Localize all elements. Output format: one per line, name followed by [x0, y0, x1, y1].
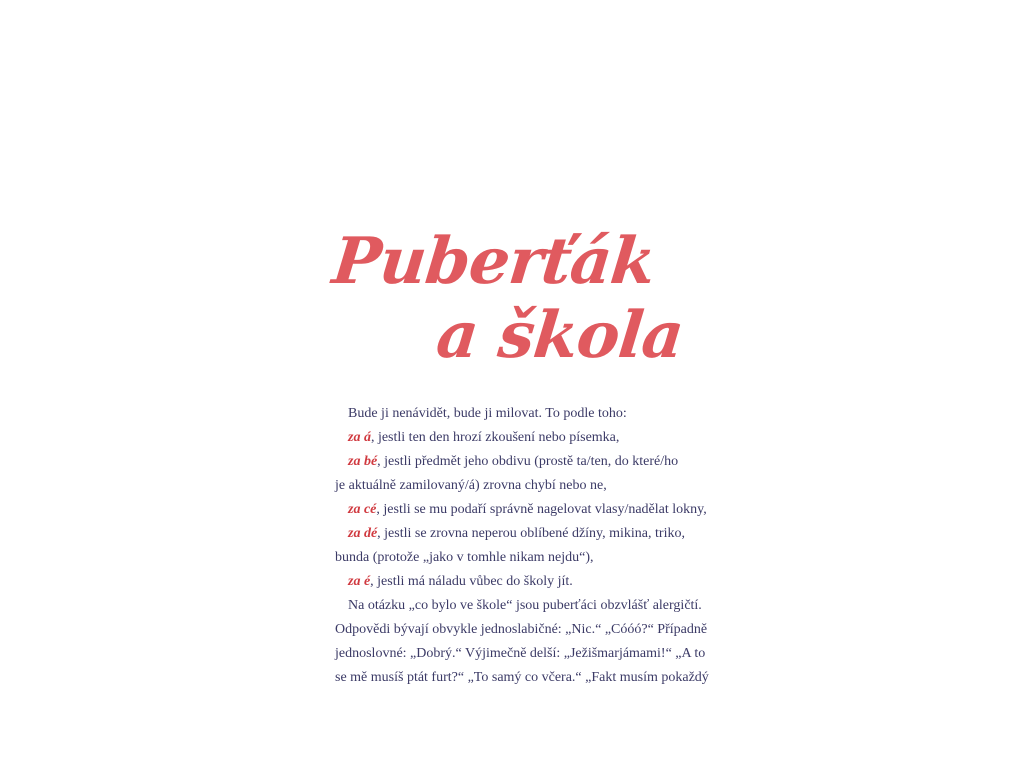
- paragraph-line: Odpovědi bývají obvykle jednoslabičné: „Nic.“ „Cóóó?“ Případně: [335, 622, 708, 637]
- chapter-body: [335, 402, 715, 690]
- list-item-a: [335, 426, 715, 450]
- list-text: , jestli předmět jeho obdivu (prostě ta/ten, do které/ho: [377, 454, 679, 469]
- list-item-e: [335, 570, 715, 594]
- list-text: , jestli se mu podaří správně nagelovat vlasy/nadělat lokny,: [376, 502, 707, 517]
- list-text: , jestli ten den hrozí zkoušení nebo písemka,: [370, 430, 620, 445]
- list-label: za á: [348, 430, 371, 445]
- chapter-title-line-1: Puberťák: [329, 224, 659, 299]
- paragraph-line: jednoslovné: „Dobrý.“ Výjimečně delší: „Ježišmarjámami!“ „A to: [335, 646, 706, 661]
- list-item-d: [335, 522, 715, 546]
- chapter-title-line-2: a škola: [433, 298, 687, 373]
- intro-line: Bude ji nenávidět, bude ji milovat. To podle toho:: [348, 406, 627, 421]
- list-item-b: [335, 450, 715, 474]
- list-item-c: [335, 498, 715, 522]
- list-label: za bé: [348, 454, 378, 469]
- list-label: za cé: [348, 502, 377, 517]
- paragraph-line: Na otázku „co bylo ve škole“ jsou puberťáci obzvlášť alergičtí.: [348, 598, 702, 613]
- paragraph-line: se mě musíš ptát furt?“ „To samý co včera.“ „Fakt musím pokaždý: [335, 670, 709, 685]
- list-text: , jestli se zrovna neperou oblíbené džíny, mikina, triko,: [377, 526, 685, 541]
- list-item-b-continuation: je aktuálně zamilovaný/á) zrovna chybí nebo ne,: [335, 478, 607, 493]
- list-item-d-continuation: bunda (protože „jako v tomhle nikam nejdu“),: [335, 550, 594, 565]
- list-label: za dé: [348, 526, 378, 541]
- list-text: , jestli má náladu vůbec do školy jít.: [370, 574, 573, 589]
- list-label: za é: [348, 574, 371, 589]
